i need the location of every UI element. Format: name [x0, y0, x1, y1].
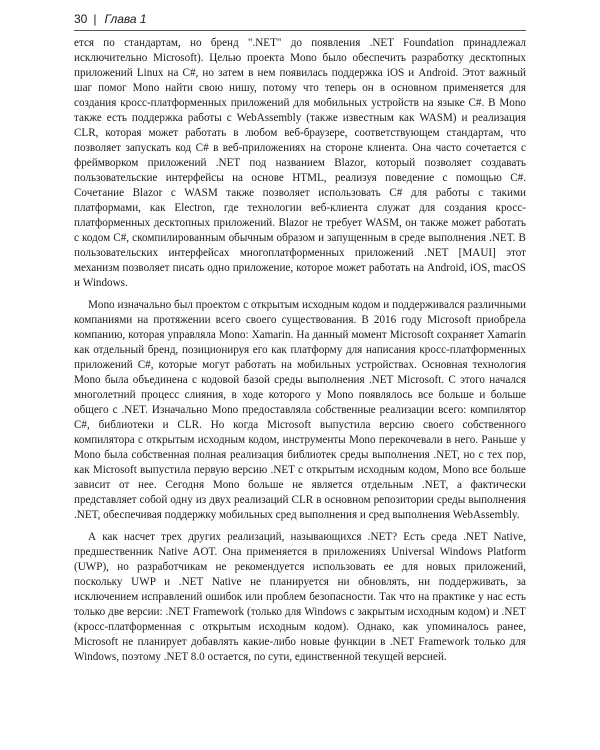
paragraph-2: Mono изначально был проектом с открытым исходным кодом и поддерживался различными компаниями на протяжении всего своего существования. В 2016 году Microsoft приобрела компанию, которая управляла Mono: Xamarin. На данный момент Microsoft сохраняет Xamarin как отдельный бренд, позиционируя его как платформу для написания кросс-платформенных приложений C#, которые могут работать на мобильных устройствах. Основная технология Mono была объединена с кодовой базой среды выполнения .NET Microsoft. С этого начался многолетний процесс слияния, в ходе которого у Mono появлялось все больше и больше общего с .NET. Изначально Mono предоставляла собственные реализации всего: компилятор C#, библиотеки и CLR. Но когда Microsoft выпустила версию своего собственного компилятора с открытым исходным кодом, инструменты Mono перекочевали в него. Раньше у Mono была собственная полная реализация библиотек среды выполнения .NET, но с тех пор, как Microsoft выпустила первую версию .NET с открытым исходным кодом, Mono все больше зависит от нее. Сегодня Mono больше не является отдельным .NET, а фактически представляет собой одну из двух реализаций CLR в основном репозитории среды выполнения .NET, обеспечивая поддержку мобильных сред выполнения и сред выполнения WebAssembly. — [74, 299, 526, 521]
paragraph-1: ется по стандартам, но бренд ".NET" до появления .NET Foundation принадлежал исключительно Microsoft). Целью проекта Mono было обеспечить разработку десктопных приложений Linux на C#, но затем в нем появилась поддержка iOS и Android. Этот важный шаг помог Mono найти свою нишу, потому что теперь он в основном применяется для создания кросс-платформенных приложений для мобильных устройств на языке C#. В Mono также есть поддержка работы с WebAssembly (также известным как WASM) и реализация CLR, которая может работать в любом веб-браузере, соответствующем стандартам, что позволяет запускать код C# в веб-приложениях на стороне клиента. Она часто сочетается с фреймворком приложений .NET под названием Blazor, который позволяет создавать пользовательские интерфейсы на основе HTML, реализуя поведение с помощью C#. Сочетание Blazor с WASM также позволяет использовать C# для работы с такими платформами, как Electron, где технологии веб-клиента служат для создания кросс-платформенных десктопных приложений. Blazor не требует WASM, он также может работать с кодом C#, скомпилированным обычным образом и запущенным в среде выполнения .NET. В пользовательских интерфейсах многоплатформенных приложений .NET [MAUI] этот механизм позволяет писать одно приложение, которое может работать на Android, iOS, macOS и Windows. — [74, 37, 526, 289]
header-separator: | — [93, 12, 97, 26]
page-number: 30 — [74, 12, 88, 26]
body-text — [74, 36, 526, 665]
book-page — [74, 10, 526, 672]
paragraph-3: А как насчет трех других реализаций, называющихся .NET? Есть среда .NET Native, предшественник Native AOT. Она применяется в приложениях Universal Windows Platform (UWP), но разработчикам не рекомендуется использовать ее для новых приложений, поскольку UWP и .NET Native не планируется ни обновлять, ни поддерживать, за исключением исправлений ошибок или проблем безопасности. Так что на практике у нас есть только две версии: .NET Framework (только для Windows с закрытым исходным кодом) и .NET (кросс-платформенная с открытым исходным кодом). Однако, как упоминалось ранее, Microsoft не планирует добавлять какие-либо новые функции в .NET Framework только для Windows, поэтому .NET 8.0 остается, по сути, единственной текущей версией. — [74, 531, 526, 663]
running-header — [74, 10, 526, 31]
chapter-title: Глава 1 — [104, 12, 147, 26]
